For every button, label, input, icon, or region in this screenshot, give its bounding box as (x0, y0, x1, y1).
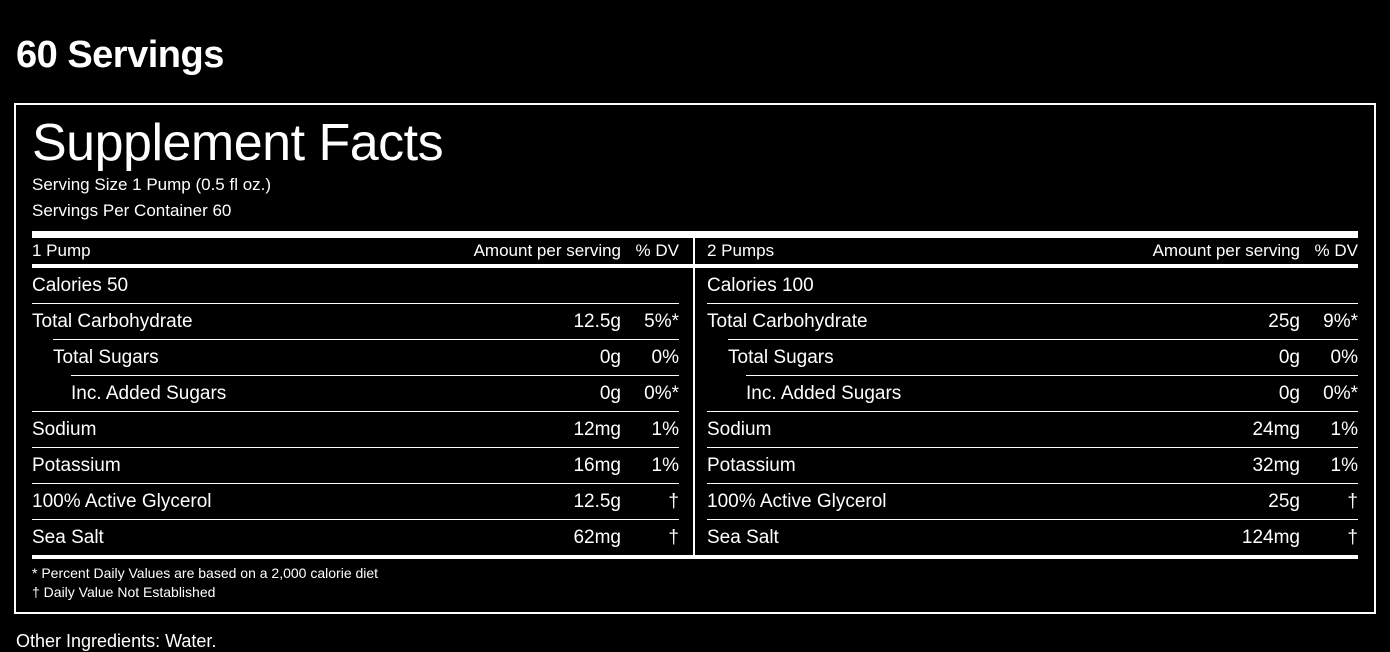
panel-title: Supplement Facts (32, 114, 444, 172)
table-row (32, 376, 679, 411)
nutrient-amount: 25g (1268, 490, 1300, 512)
nutrient-dv: 1% (1330, 454, 1358, 476)
table-row (32, 484, 679, 519)
table-row (707, 412, 1358, 447)
header-amount-label: Amount per serving (473, 240, 621, 260)
nutrient-name: Sodium (32, 418, 97, 440)
calories-label: Calories 100 (707, 274, 814, 296)
nutrition-columns (32, 268, 1358, 555)
nutrient-dv: 0% (1330, 346, 1358, 368)
nutrient-dv: 9%* (1323, 310, 1358, 332)
nutrient-name: 100% Active Glycerol (707, 490, 887, 512)
nutrient-dv: 0%* (644, 382, 679, 404)
column-right-body (695, 268, 1358, 555)
supplement-facts-panel (14, 103, 1376, 614)
header-serving-label: 1 Pump (32, 240, 91, 260)
header-serving-label: 2 Pumps (707, 240, 775, 260)
footnotes (32, 559, 1358, 602)
nutrient-dv: 1% (651, 454, 679, 476)
serving-size: Serving Size 1 Pump (0.5 fl oz.) (32, 174, 272, 194)
column-left-header (32, 238, 695, 264)
nutrient-dv: † (1347, 490, 1358, 512)
nutrient-dv: † (668, 490, 679, 512)
calories-row (707, 268, 1358, 303)
nutrient-name: Potassium (32, 454, 121, 476)
nutrient-dv: 0%* (1323, 382, 1358, 404)
nutrient-name: Inc. Added Sugars (71, 382, 227, 404)
divider-thick-top (32, 231, 1358, 238)
header-dv-label: % DV (635, 240, 679, 260)
header-dv-label: % DV (1314, 240, 1358, 260)
nutrient-amount: 0g (1278, 382, 1300, 404)
table-row (707, 520, 1358, 555)
nutrient-name: Potassium (707, 454, 796, 476)
header-columns (32, 238, 1358, 264)
table-row (32, 340, 679, 375)
footnote-daily-values: * Percent Daily Values are based on a 2,000 calorie diet (32, 564, 379, 581)
nutrient-dv: 0% (651, 346, 679, 368)
table-header-row (707, 238, 1358, 264)
table-row (707, 484, 1358, 519)
calories-label: Calories 50 (32, 274, 129, 296)
nutrient-name: Sea Salt (32, 526, 104, 548)
nutrient-name: Total Carbohydrate (32, 310, 193, 332)
nutrient-dv: 1% (1330, 418, 1358, 440)
table-row (32, 412, 679, 447)
table-row (707, 448, 1358, 483)
table-header-row (32, 238, 679, 264)
page-title: 60 Servings (16, 34, 224, 76)
nutrient-amount: 62mg (573, 526, 621, 548)
other-ingredients: Other Ingredients: Water. (16, 630, 217, 651)
table-row (32, 304, 679, 339)
table-row (707, 376, 1358, 411)
nutrient-amount: 32mg (1252, 454, 1300, 476)
table-row (707, 340, 1358, 375)
table-row (32, 448, 679, 483)
calories-row (32, 268, 679, 303)
nutrient-dv: † (668, 526, 679, 548)
nutrient-name: 100% Active Glycerol (32, 490, 212, 512)
column-left-body (32, 268, 695, 555)
servings-per-container: Servings Per Container 60 (32, 200, 232, 220)
table-row (707, 304, 1358, 339)
column-right-header (695, 238, 1358, 264)
nutrient-amount: 0g (599, 346, 621, 368)
nutrient-name: Total Sugars (728, 346, 834, 368)
nutrient-amount: 16mg (573, 454, 621, 476)
nutrient-amount: 12.5g (573, 310, 621, 332)
nutrient-amount: 25g (1268, 310, 1300, 332)
nutrient-name: Total Carbohydrate (707, 310, 868, 332)
footnote-not-established: † Daily Value Not Established (32, 583, 216, 600)
table-row (32, 520, 679, 555)
nutrient-amount: 0g (1278, 346, 1300, 368)
nutrient-amount: 12.5g (573, 490, 621, 512)
nutrient-name: Sodium (707, 418, 772, 440)
nutrient-amount: 24mg (1252, 418, 1300, 440)
nutrient-amount: 0g (599, 382, 621, 404)
nutrient-amount: 124mg (1241, 526, 1300, 548)
nutrient-dv: 1% (651, 418, 679, 440)
nutrient-name: Inc. Added Sugars (746, 382, 902, 404)
nutrient-name: Sea Salt (707, 526, 779, 548)
nutrient-dv: † (1347, 526, 1358, 548)
nutrient-amount: 12mg (573, 418, 621, 440)
header-amount-label: Amount per serving (1152, 240, 1300, 260)
nutrient-name: Total Sugars (53, 346, 159, 368)
nutrient-dv: 5%* (644, 310, 679, 332)
